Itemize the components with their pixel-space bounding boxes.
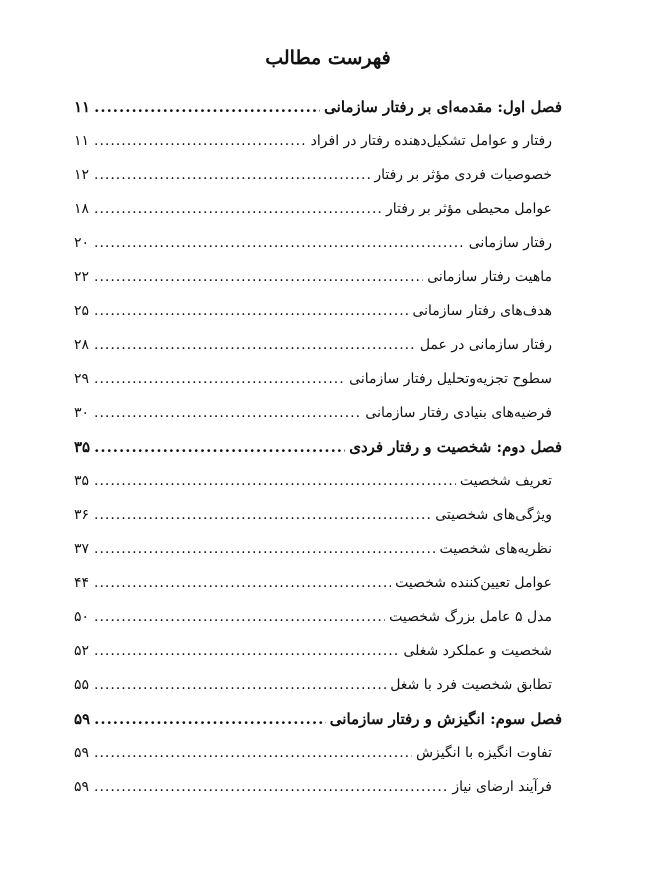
toc-entry-title: عوامل محیطی مؤثر بر رفتار [386, 201, 552, 217]
toc-entry-title: تفاوت انگیزه با انگیزش [415, 745, 552, 761]
toc-chapter-row[interactable] [74, 94, 562, 128]
toc-chapter-row[interactable] [74, 434, 562, 468]
dot-leader [94, 604, 385, 630]
dot-leader [94, 536, 436, 562]
toc-entry-title: عوامل تعیین‌کننده شخصیت [395, 575, 552, 591]
toc-entry-title: فصل دوم: شخصیت و رفتار فردی [349, 438, 562, 456]
toc-page-number: ۲۵ [74, 303, 90, 319]
toc-list [74, 94, 562, 808]
toc-page-number: ۱۸ [74, 201, 90, 217]
toc-page-number: ۱۱ [74, 133, 90, 149]
toc-page-number: ۵۹ [74, 710, 91, 728]
toc-section-row[interactable] [74, 638, 562, 672]
toc-section-row[interactable] [74, 298, 562, 332]
toc-section-row[interactable] [74, 230, 562, 264]
toc-page-number: ۳۵ [74, 473, 90, 489]
toc-page-number: ۲۹ [74, 371, 90, 387]
toc-entry-title: فرضیه‌های بنیادی رفتار سازمانی [365, 405, 552, 421]
dot-leader [94, 740, 412, 766]
dot-leader [94, 638, 399, 664]
toc-section-row[interactable] [74, 604, 562, 638]
toc-page-number: ۳۰ [74, 405, 90, 421]
dot-leader [94, 570, 391, 596]
toc-page-number: ۲۲ [74, 269, 90, 285]
toc-section-row[interactable] [74, 502, 562, 536]
toc-entry-title: رفتار سازمانی در عمل [419, 337, 552, 353]
toc-section-row[interactable] [74, 400, 562, 434]
dot-leader [94, 196, 382, 222]
dot-leader [94, 332, 416, 358]
toc-section-row[interactable] [74, 468, 562, 502]
toc-entry-title: فصل اول: مقدمه‌ای بر رفتار سازمانی [324, 98, 562, 116]
toc-page-number: ۵۹ [74, 745, 90, 761]
toc-page-number: ۱۲ [74, 167, 90, 183]
toc-entry-title: سطوح تجزیه‌وتحلیل رفتار سازمانی [349, 371, 552, 387]
toc-entry-title: خصوصیات فردی مؤثر بر رفتار [374, 167, 552, 183]
dot-leader [94, 162, 370, 188]
toc-page-number: ۳۶ [74, 507, 90, 523]
toc-page-number: ۵۲ [74, 643, 90, 659]
toc-section-row[interactable] [74, 332, 562, 366]
toc-page-number: ۱۱ [74, 98, 91, 116]
toc-entry-title: نظریه‌های شخصیت [439, 541, 552, 557]
toc-page-number: ۳۷ [74, 541, 90, 557]
toc-entry-title: رفتار سازمانی [468, 235, 552, 251]
toc-section-row[interactable] [74, 570, 562, 604]
dot-leader [94, 502, 431, 528]
dot-leader [94, 366, 345, 392]
toc-section-row[interactable] [74, 128, 562, 162]
toc-section-row[interactable] [74, 366, 562, 400]
page-title: فهرست مطالب [265, 47, 391, 69]
toc-entry-title: ماهیت رفتار سازمانی [427, 269, 552, 285]
toc-entry-title: رفتار و عوامل تشکیل‌دهنده رفتار در افراد [310, 133, 552, 149]
dot-leader [94, 94, 320, 120]
toc-page-number: ۲۸ [74, 337, 90, 353]
toc-entry-title: شخصیت و عملکرد شغلی [403, 643, 552, 659]
toc-section-row[interactable] [74, 672, 562, 706]
dot-leader [94, 264, 423, 290]
toc-entry-title: فصل سوم: انگیزش و رفتار سازمانی [329, 710, 562, 728]
dot-leader [94, 774, 448, 800]
toc-section-row[interactable] [74, 162, 562, 196]
toc-section-row[interactable] [74, 740, 562, 774]
toc-entry-title: ویژگی‌های شخصیتی [435, 507, 552, 523]
toc-section-row[interactable] [74, 264, 562, 298]
dot-leader [94, 672, 386, 698]
toc-entry-title: تعریف شخصیت [459, 473, 552, 489]
toc-entry-title: مدل ۵ عامل بزرگ شخصیت [389, 609, 552, 625]
dot-leader [94, 128, 307, 154]
toc-page-number: ۵۰ [74, 609, 90, 625]
toc-page-number: ۵۵ [74, 677, 90, 693]
toc-chapter-row[interactable] [74, 706, 562, 740]
dot-leader [94, 434, 345, 460]
toc-section-row[interactable] [74, 774, 562, 808]
dot-leader [94, 400, 361, 426]
toc-page-number: ۵۹ [74, 779, 90, 795]
dot-leader [94, 706, 326, 732]
toc-page-number: ۲۰ [74, 235, 90, 251]
dot-leader [94, 468, 456, 494]
toc-entry-title: فرآیند ارضای نیاز [452, 779, 552, 795]
toc-entry-title: هدف‌های رفتار سازمانی [412, 303, 552, 319]
dot-leader [94, 298, 408, 324]
toc-page-number: ۴۴ [74, 575, 90, 591]
toc-entry-title: تطابق شخصیت فرد با شغل [390, 677, 552, 693]
toc-page-number: ۳۵ [74, 438, 91, 456]
toc-section-row[interactable] [74, 536, 562, 570]
dot-leader [94, 230, 465, 256]
toc-section-row[interactable] [74, 196, 562, 230]
